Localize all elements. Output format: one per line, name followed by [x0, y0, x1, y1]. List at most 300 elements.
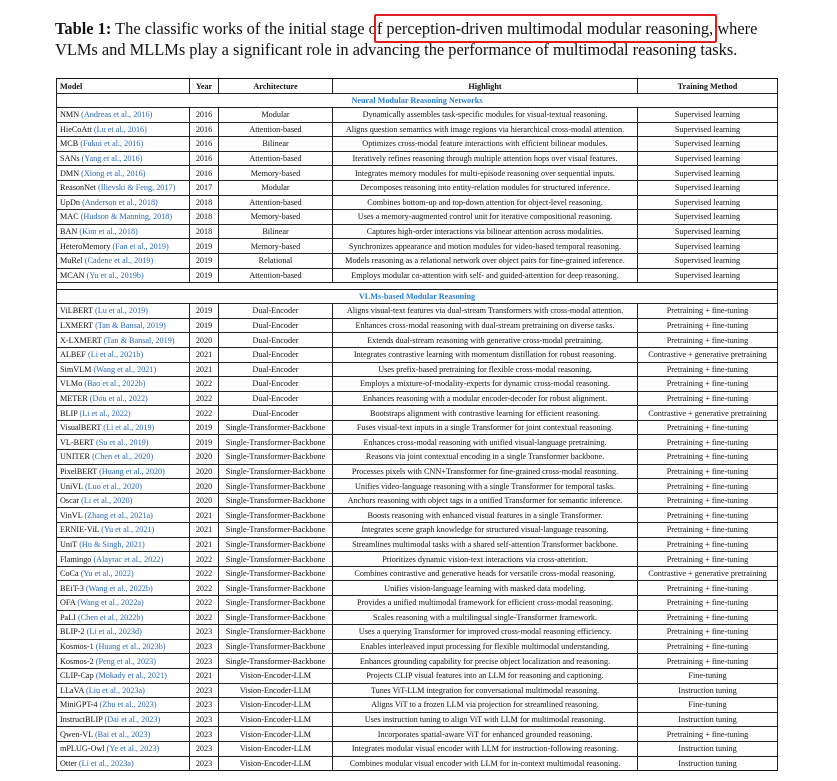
cell-architecture: Single-Transformer-Backbone — [219, 523, 333, 538]
cell-training-method: Contrastive + generative pretraining — [638, 347, 778, 362]
table-row — [57, 639, 778, 654]
cell-year: 2020 — [190, 333, 219, 348]
table-row — [57, 268, 778, 283]
cell-highlight: Bootstraps alignment with contrastive learning for efficient reasoning. — [333, 406, 638, 421]
cell-year: 2021 — [190, 508, 219, 523]
cell-model — [57, 654, 190, 669]
cell-model — [57, 166, 190, 181]
model-name: VisualBERT — [60, 423, 102, 433]
header-training-method: Training Method — [638, 79, 778, 94]
cell-training-method: Supervised learning — [638, 137, 778, 152]
citation-link[interactable]: (Li et al., 2023d) — [86, 627, 142, 637]
cell-training-method: Pretraining + fine-tuning — [638, 610, 778, 625]
cell-model — [57, 727, 190, 742]
cell-year: 2022 — [190, 566, 219, 581]
cell-highlight: Combines bottom-up and top-down attention for object-level reasoning. — [333, 195, 638, 210]
table-row — [57, 698, 778, 713]
cell-architecture: Dual-Encoder — [219, 377, 333, 392]
cell-training-method: Supervised learning — [638, 253, 778, 268]
cell-year: 2020 — [190, 450, 219, 465]
citation-link[interactable]: (Dou et al., 2022) — [89, 393, 148, 403]
cell-year: 2023 — [190, 683, 219, 698]
citation-link[interactable]: (Li et al., 2019) — [103, 423, 155, 433]
cell-year: 2016 — [190, 151, 219, 166]
cell-architecture: Modular — [219, 108, 333, 123]
cell-training-method: Pretraining + fine-tuning — [638, 639, 778, 654]
table-row — [57, 406, 778, 421]
table-row — [57, 450, 778, 465]
citation-link[interactable]: (Wang et al., 2022b) — [85, 583, 153, 593]
header-model: Model — [57, 79, 190, 94]
model-name: UniT — [60, 539, 78, 549]
table-row — [57, 654, 778, 669]
cell-highlight: Extends dual-stream reasoning with generative cross-modal pretraining. — [333, 333, 638, 348]
cell-year: 2018 — [190, 224, 219, 239]
cell-year: 2023 — [190, 698, 219, 713]
cell-model — [57, 712, 190, 727]
cell-model — [57, 756, 190, 771]
table-row — [57, 479, 778, 494]
citation-link[interactable]: (Bai et al., 2023) — [94, 729, 151, 739]
model-name: BAN — [60, 227, 78, 237]
cell-training-method: Pretraining + fine-tuning — [638, 318, 778, 333]
cell-training-method: Supervised learning — [638, 180, 778, 195]
cell-model — [57, 493, 190, 508]
cell-training-method: Pretraining + fine-tuning — [638, 391, 778, 406]
cell-training-method: Supervised learning — [638, 210, 778, 225]
cell-architecture: Vision-Encoder-LLM — [219, 756, 333, 771]
cell-highlight: Processes pixels with CNN+Transformer for fine-grained cross-modal reasoning. — [333, 464, 638, 479]
cell-model — [57, 668, 190, 683]
citation-link[interactable]: (Li et al., 2022) — [79, 408, 131, 418]
cell-year: 2019 — [190, 253, 219, 268]
citation-link[interactable]: (Yu et al., 2021) — [101, 525, 155, 535]
cell-model — [57, 537, 190, 552]
cell-year: 2019 — [190, 268, 219, 283]
cell-architecture: Single-Transformer-Backbone — [219, 654, 333, 669]
cell-architecture: Vision-Encoder-LLM — [219, 712, 333, 727]
model-name: X-LXMERT — [60, 335, 102, 345]
model-name: Oscar — [60, 496, 80, 506]
cell-training-method: Pretraining + fine-tuning — [638, 552, 778, 567]
cell-model — [57, 362, 190, 377]
cell-architecture: Attention-based — [219, 122, 333, 137]
cell-model — [57, 435, 190, 450]
cell-highlight: Uses prefix-based pretraining for flexible cross-modal reasoning. — [333, 362, 638, 377]
cell-architecture: Single-Transformer-Backbone — [219, 493, 333, 508]
citation-link[interactable]: (Fan et al., 2019) — [112, 241, 169, 251]
cell-architecture: Memory-based — [219, 210, 333, 225]
cell-highlight: Incorporates spatial-aware ViT for enhanced grounded reasoning. — [333, 727, 638, 742]
cell-training-method: Pretraining + fine-tuning — [638, 523, 778, 538]
cell-highlight: Uses a querying Transformer for improved cross-modal reasoning efficiency. — [333, 625, 638, 640]
model-name: OFA — [60, 598, 76, 608]
cell-training-method: Contrastive + generative pretraining — [638, 566, 778, 581]
table-row — [57, 668, 778, 683]
model-name: BLIP-2 — [60, 627, 85, 637]
cell-training-method: Pretraining + fine-tuning — [638, 625, 778, 640]
table-row — [57, 239, 778, 254]
cell-model — [57, 333, 190, 348]
cell-training-method: Pretraining + fine-tuning — [638, 727, 778, 742]
cell-architecture: Dual-Encoder — [219, 362, 333, 377]
citation-link[interactable]: (Lu et al., 2016) — [93, 124, 147, 134]
cell-model — [57, 195, 190, 210]
cell-year: 2021 — [190, 347, 219, 362]
citation-link[interactable]: (Huang et al., 2020) — [99, 466, 165, 476]
table-row — [57, 581, 778, 596]
model-name: MiniGPT-4 — [60, 700, 98, 710]
model-name: Kosmos-2 — [60, 656, 94, 666]
cell-model — [57, 239, 190, 254]
cell-highlight: Combines contrastive and generative heads for versatile cross-modal reasoning. — [333, 566, 638, 581]
model-name: Qwen-VL — [60, 729, 93, 739]
cell-year: 2020 — [190, 479, 219, 494]
cell-highlight: Integrates scene graph knowledge for structured visual-language reasoning. — [333, 523, 638, 538]
cell-architecture: Single-Transformer-Backbone — [219, 537, 333, 552]
cell-highlight: Scales reasoning with a multilingual single-Transformer framework. — [333, 610, 638, 625]
cell-model — [57, 224, 190, 239]
citation-link[interactable]: (Mokady et al., 2021) — [95, 671, 167, 681]
cell-training-method: Supervised learning — [638, 166, 778, 181]
caption-highlight-text: f perception-driven multimodal modular reasoning, — [376, 19, 714, 38]
cell-architecture: Attention-based — [219, 268, 333, 283]
cell-architecture: Vision-Encoder-LLM — [219, 698, 333, 713]
cell-highlight: Integrates memory modules for multi-episode reasoning over sequential inputs. — [333, 166, 638, 181]
table-row — [57, 523, 778, 538]
table-row — [57, 610, 778, 625]
header-highlight: Highlight — [333, 79, 638, 94]
table-row — [57, 625, 778, 640]
model-name: DMN — [60, 168, 80, 178]
cell-architecture: Dual-Encoder — [219, 406, 333, 421]
cell-architecture: Vision-Encoder-LLM — [219, 741, 333, 756]
cell-year: 2023 — [190, 712, 219, 727]
cell-year: 2016 — [190, 122, 219, 137]
table-row — [57, 537, 778, 552]
cell-model — [57, 318, 190, 333]
cell-training-method: Supervised learning — [638, 122, 778, 137]
cell-architecture: Single-Transformer-Backbone — [219, 420, 333, 435]
cell-highlight: Integrates modular visual encoder with LLM for instruction-following reasoning. — [333, 741, 638, 756]
citation-link[interactable]: (Chen et al., 2022b) — [77, 612, 144, 622]
table-row — [57, 435, 778, 450]
caption-text-pre: The classific works of the initial stage o — [111, 19, 377, 38]
citation-link[interactable]: (Ye et al., 2023) — [106, 744, 160, 754]
cell-year: 2020 — [190, 464, 219, 479]
citation-link[interactable]: (Kim et al., 2018) — [79, 227, 138, 237]
citation-link[interactable]: (Yu et al., 2019b) — [86, 270, 144, 280]
cell-year: 2022 — [190, 406, 219, 421]
table-row — [57, 304, 778, 319]
model-name: HeteroMemory — [60, 241, 111, 251]
citation-link[interactable]: (Hudson & Manning, 2018) — [80, 212, 173, 222]
table-header-row — [57, 79, 778, 94]
model-name: SimVLM — [60, 364, 92, 374]
model-name: UNITER — [60, 452, 91, 462]
citation-link[interactable]: (Lu et al., 2019) — [95, 306, 149, 316]
cell-highlight: Uses a memory-augmented control unit for iterative compositional reasoning. — [333, 210, 638, 225]
cell-highlight: Streamlines multimodal tasks with a shared self-attention Transformer backbone. — [333, 537, 638, 552]
citation-link[interactable]: (Li et al., 2020) — [81, 496, 133, 506]
cell-year: 2018 — [190, 210, 219, 225]
cell-training-method: Pretraining + fine-tuning — [638, 464, 778, 479]
table-row — [57, 391, 778, 406]
table-row — [57, 253, 778, 268]
cell-architecture: Dual-Encoder — [219, 391, 333, 406]
citation-link[interactable]: (Cadene et al., 2019) — [84, 256, 154, 266]
cell-year: 2017 — [190, 180, 219, 195]
cell-architecture: Dual-Encoder — [219, 347, 333, 362]
model-name: BLIP — [60, 408, 78, 418]
citation-link[interactable]: (Zhang et al., 2021a) — [84, 510, 153, 520]
cell-highlight: Enhances cross-modal reasoning with unified visual-language pretraining. — [333, 435, 638, 450]
cell-architecture: Modular — [219, 180, 333, 195]
table-row — [57, 596, 778, 611]
cell-architecture: Single-Transformer-Backbone — [219, 552, 333, 567]
table-row — [57, 712, 778, 727]
table-row — [57, 552, 778, 567]
citation-link[interactable]: (Wang et al., 2021) — [93, 364, 157, 374]
cell-architecture: Single-Transformer-Backbone — [219, 479, 333, 494]
table-row — [57, 756, 778, 771]
model-name: Flamingo — [60, 554, 92, 564]
citation-link[interactable]: (Bao et al., 2022b) — [84, 379, 146, 389]
table-row — [57, 333, 778, 348]
citation-link[interactable]: (Li et al., 2021b) — [87, 350, 144, 360]
table-row — [57, 347, 778, 362]
model-name: NMN — [60, 110, 80, 120]
model-name: METER — [60, 393, 88, 403]
cell-highlight: Optimizes cross-modal feature interactions with efficient bilinear modules. — [333, 137, 638, 152]
cell-training-method: Pretraining + fine-tuning — [638, 654, 778, 669]
cell-model — [57, 137, 190, 152]
table-row — [57, 420, 778, 435]
cell-highlight: Prioritizes dynamic vision-text interactions via cross-attention. — [333, 552, 638, 567]
cell-training-method: Pretraining + fine-tuning — [638, 450, 778, 465]
cell-highlight: Integrates contrastive learning with momentum distillation for robust reasoning. — [333, 347, 638, 362]
cell-model — [57, 741, 190, 756]
cell-training-method: Pretraining + fine-tuning — [638, 581, 778, 596]
cell-architecture: Attention-based — [219, 195, 333, 210]
cell-year: 2023 — [190, 756, 219, 771]
cell-architecture: Single-Transformer-Backbone — [219, 581, 333, 596]
citation-link[interactable]: (Su et al., 2019) — [95, 437, 149, 447]
cell-architecture: Single-Transformer-Backbone — [219, 435, 333, 450]
cell-year: 2022 — [190, 610, 219, 625]
cell-year: 2023 — [190, 741, 219, 756]
cell-training-method: Supervised learning — [638, 108, 778, 123]
cell-highlight: Models reasoning as a relational network over object pairs for fine-grained inference. — [333, 253, 638, 268]
cell-highlight: Provides a unified multimodal framework for efficient cross-modal reasoning. — [333, 596, 638, 611]
cell-architecture: Dual-Encoder — [219, 333, 333, 348]
citation-link[interactable]: (Luo et al., 2020) — [84, 481, 143, 491]
cell-year: 2023 — [190, 654, 219, 669]
cell-highlight: Aligns ViT to a frozen LLM via projection for streamlined reasoning. — [333, 698, 638, 713]
cell-training-method: Pretraining + fine-tuning — [638, 508, 778, 523]
citation-link[interactable]: (Tan & Bansal, 2019) — [95, 321, 166, 331]
cell-year: 2021 — [190, 362, 219, 377]
table-row — [57, 210, 778, 225]
citation-link[interactable]: (Anderson et al., 2018) — [82, 197, 158, 207]
section-title: Neural Modular Reasoning Networks — [57, 94, 778, 108]
model-name: CLIP-Cap — [60, 671, 94, 681]
model-name: CoCa — [60, 569, 79, 579]
cell-model — [57, 122, 190, 137]
cell-model — [57, 698, 190, 713]
cell-training-method: Pretraining + fine-tuning — [638, 304, 778, 319]
caption-text-post: where VLMs and MLLMs play a significant role in advancing the performance of multimodal reasoning tasks. — [55, 19, 758, 59]
cell-year: 2019 — [190, 239, 219, 254]
section-title: VLMs-based Modular Reasoning — [57, 290, 778, 304]
cell-highlight: Captures high-order interactions via bilinear attention across modalities. — [333, 224, 638, 239]
cell-model — [57, 268, 190, 283]
cell-highlight: Dynamically assembles task-specific modules for visual-textual reasoning. — [333, 108, 638, 123]
cell-model — [57, 347, 190, 362]
citation-link[interactable]: (Zhu et al., 2023) — [99, 700, 157, 710]
cell-highlight: Aligns visual-text features via dual-stream Transformers with cross-modal attention. — [333, 304, 638, 319]
table-row — [57, 180, 778, 195]
model-name: PaLI — [60, 612, 76, 622]
cell-training-method: Pretraining + fine-tuning — [638, 435, 778, 450]
cell-architecture: Single-Transformer-Backbone — [219, 596, 333, 611]
cell-year: 2022 — [190, 552, 219, 567]
section-spacer — [57, 283, 778, 290]
cell-model — [57, 210, 190, 225]
cell-highlight: Tunes ViT-LLM integration for conversational multimodal reasoning. — [333, 683, 638, 698]
caption-highlight — [377, 19, 713, 38]
cell-highlight: Unifies video-language reasoning with a single Transformer for temporal tasks. — [333, 479, 638, 494]
cell-highlight: Employs a mixture-of-modality-experts for dynamic cross-modal reasoning. — [333, 377, 638, 392]
cell-training-method: Fine-tuning — [638, 698, 778, 713]
cell-highlight: Boosts reasoning with enhanced visual features in a single Transformer. — [333, 508, 638, 523]
cell-model — [57, 406, 190, 421]
citation-link[interactable]: (Hu & Singh, 2021) — [79, 539, 145, 549]
cell-model — [57, 479, 190, 494]
model-name: InstructBLIP — [60, 715, 103, 725]
model-name: Kosmos-1 — [60, 642, 94, 652]
cell-model — [57, 639, 190, 654]
cell-year: 2016 — [190, 137, 219, 152]
cell-year: 2022 — [190, 581, 219, 596]
model-name: ALBEF — [60, 350, 86, 360]
cell-highlight: Enhances cross-modal reasoning with dual-stream pretraining on diverse tasks. — [333, 318, 638, 333]
cell-year: 2021 — [190, 537, 219, 552]
cell-highlight: Iteratively refines reasoning through multiple attention hops over visual features. — [333, 151, 638, 166]
citation-link[interactable]: (Tan & Bansal, 2019) — [103, 335, 175, 345]
cell-model — [57, 566, 190, 581]
cell-architecture: Single-Transformer-Backbone — [219, 639, 333, 654]
table-row — [57, 493, 778, 508]
cell-training-method: Supervised learning — [638, 268, 778, 283]
cell-training-method: Pretraining + fine-tuning — [638, 333, 778, 348]
cell-architecture: Single-Transformer-Backbone — [219, 625, 333, 640]
citation-link[interactable]: (Andreas et al., 2016) — [81, 110, 153, 120]
citation-link[interactable]: (Yang et al., 2016) — [81, 154, 143, 164]
table-row — [57, 137, 778, 152]
table-row — [57, 224, 778, 239]
cell-year: 2022 — [190, 596, 219, 611]
cell-year: 2023 — [190, 625, 219, 640]
cell-training-method: Instruction tuning — [638, 683, 778, 698]
cell-training-method: Instruction tuning — [638, 712, 778, 727]
cell-year: 2016 — [190, 108, 219, 123]
cell-architecture: Vision-Encoder-LLM — [219, 683, 333, 698]
cell-architecture: Vision-Encoder-LLM — [219, 668, 333, 683]
cell-highlight: Employs modular co-attention with self- and guided-attention for deep reasoning. — [333, 268, 638, 283]
cell-highlight: Enhances grounding capability for precise object localization and reasoning. — [333, 654, 638, 669]
cell-training-method: Pretraining + fine-tuning — [638, 493, 778, 508]
model-name: PixelBERT — [60, 466, 98, 476]
citation-link[interactable]: (Chen et al., 2020) — [92, 452, 154, 462]
citation-link[interactable]: (Huang et al., 2023b) — [95, 642, 166, 652]
cell-training-method: Instruction tuning — [638, 741, 778, 756]
cell-model — [57, 523, 190, 538]
cell-model — [57, 581, 190, 596]
cell-highlight: Anchors reasoning with object tags in a unified Transformer for semantic inference. — [333, 493, 638, 508]
citation-link[interactable]: (Ilievski & Feng, 2017) — [97, 183, 176, 193]
model-name: Otter — [60, 758, 77, 768]
cell-architecture: Single-Transformer-Backbone — [219, 450, 333, 465]
model-name: ERNIE-ViL — [60, 525, 100, 535]
cell-architecture: Single-Transformer-Backbone — [219, 610, 333, 625]
citation-link[interactable]: (Li et al., 2023a) — [78, 758, 134, 768]
table-row — [57, 377, 778, 392]
cell-year: 2019 — [190, 304, 219, 319]
citation-link[interactable]: (Fukui et al., 2016) — [80, 139, 144, 149]
table-row — [57, 318, 778, 333]
table-row — [57, 741, 778, 756]
cell-training-method: Pretraining + fine-tuning — [638, 362, 778, 377]
citation-link[interactable]: (Liu et al., 2023a) — [86, 685, 145, 695]
cell-highlight: Unifies vision-language learning with masked data modeling. — [333, 581, 638, 596]
model-name: MCB — [60, 139, 79, 149]
cell-highlight: Fuses visual-text inputs in a single Transformer for joint contextual reasoning. — [333, 420, 638, 435]
cell-architecture: Bilinear — [219, 137, 333, 152]
table-row — [57, 362, 778, 377]
citation-link[interactable]: (Dai et al., 2023) — [104, 715, 161, 725]
section-header-row — [57, 94, 778, 108]
cell-architecture: Single-Transformer-Backbone — [219, 464, 333, 479]
citation-link[interactable]: (Yu et al., 2022) — [80, 569, 134, 579]
citation-link[interactable]: (Alayrac et al., 2022) — [93, 554, 164, 564]
cell-year: 2019 — [190, 420, 219, 435]
cell-model — [57, 508, 190, 523]
citation-link[interactable]: (Peng et al., 2023) — [95, 656, 156, 666]
citation-link[interactable]: (Wang et al., 2022a) — [77, 598, 144, 608]
cell-training-method: Supervised learning — [638, 224, 778, 239]
table-row — [57, 151, 778, 166]
cell-architecture: Single-Transformer-Backbone — [219, 566, 333, 581]
cell-training-method: Pretraining + fine-tuning — [638, 537, 778, 552]
cell-year: 2018 — [190, 195, 219, 210]
header-year: Year — [190, 79, 219, 94]
citation-link[interactable]: (Xiong et al., 2016) — [81, 168, 146, 178]
table-row — [57, 464, 778, 479]
cell-architecture: Dual-Encoder — [219, 304, 333, 319]
cell-year: 2016 — [190, 166, 219, 181]
cell-highlight: Enables interleaved input processing for flexible multimodal understanding. — [333, 639, 638, 654]
cell-model — [57, 464, 190, 479]
cell-training-method: Pretraining + fine-tuning — [638, 596, 778, 611]
cell-model — [57, 391, 190, 406]
cell-model — [57, 108, 190, 123]
cell-year: 2021 — [190, 668, 219, 683]
cell-model — [57, 304, 190, 319]
cell-highlight: Decomposes reasoning into entity-relation modules for structured inference. — [333, 180, 638, 195]
cell-year: 2019 — [190, 318, 219, 333]
cell-highlight: Projects CLIP visual features into an LLM for reasoning and captioning. — [333, 668, 638, 683]
